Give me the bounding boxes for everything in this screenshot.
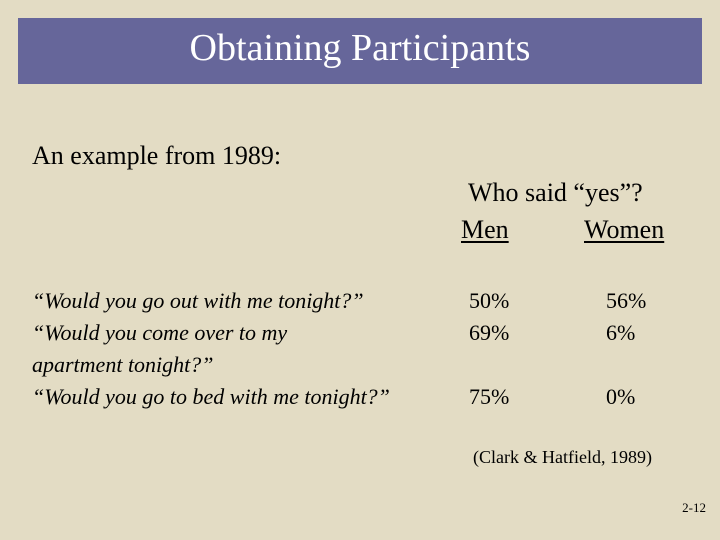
result-women-come-over: 6%: [606, 320, 636, 345]
quote-go-out: “Would you go out with me tonight?”: [32, 288, 364, 313]
citation: (Clark & Hatfield, 1989): [473, 447, 652, 467]
title-bar: [18, 18, 702, 84]
column-header-men: Men: [461, 215, 509, 244]
result-women-go-out: 56%: [606, 288, 647, 313]
result-men-go-out: 50%: [469, 288, 510, 313]
slide-title: Obtaining Participants: [189, 27, 531, 69]
column-header-women: Women: [584, 215, 665, 244]
quote-come-over-line-1: “Would you come over to my: [32, 320, 288, 345]
result-women-go-to-bed: 0%: [606, 384, 636, 409]
slide-number: 2-12: [682, 500, 706, 515]
intro-text: An example from 1989:: [32, 141, 282, 170]
result-men-come-over: 69%: [469, 320, 510, 345]
quote-go-to-bed: “Would you go to bed with me tonight?”: [32, 384, 390, 409]
quote-come-over-line-2: apartment tonight?”: [32, 352, 214, 377]
question-heading: Who said “yes”?: [468, 178, 643, 207]
result-men-go-to-bed: 75%: [469, 384, 510, 409]
